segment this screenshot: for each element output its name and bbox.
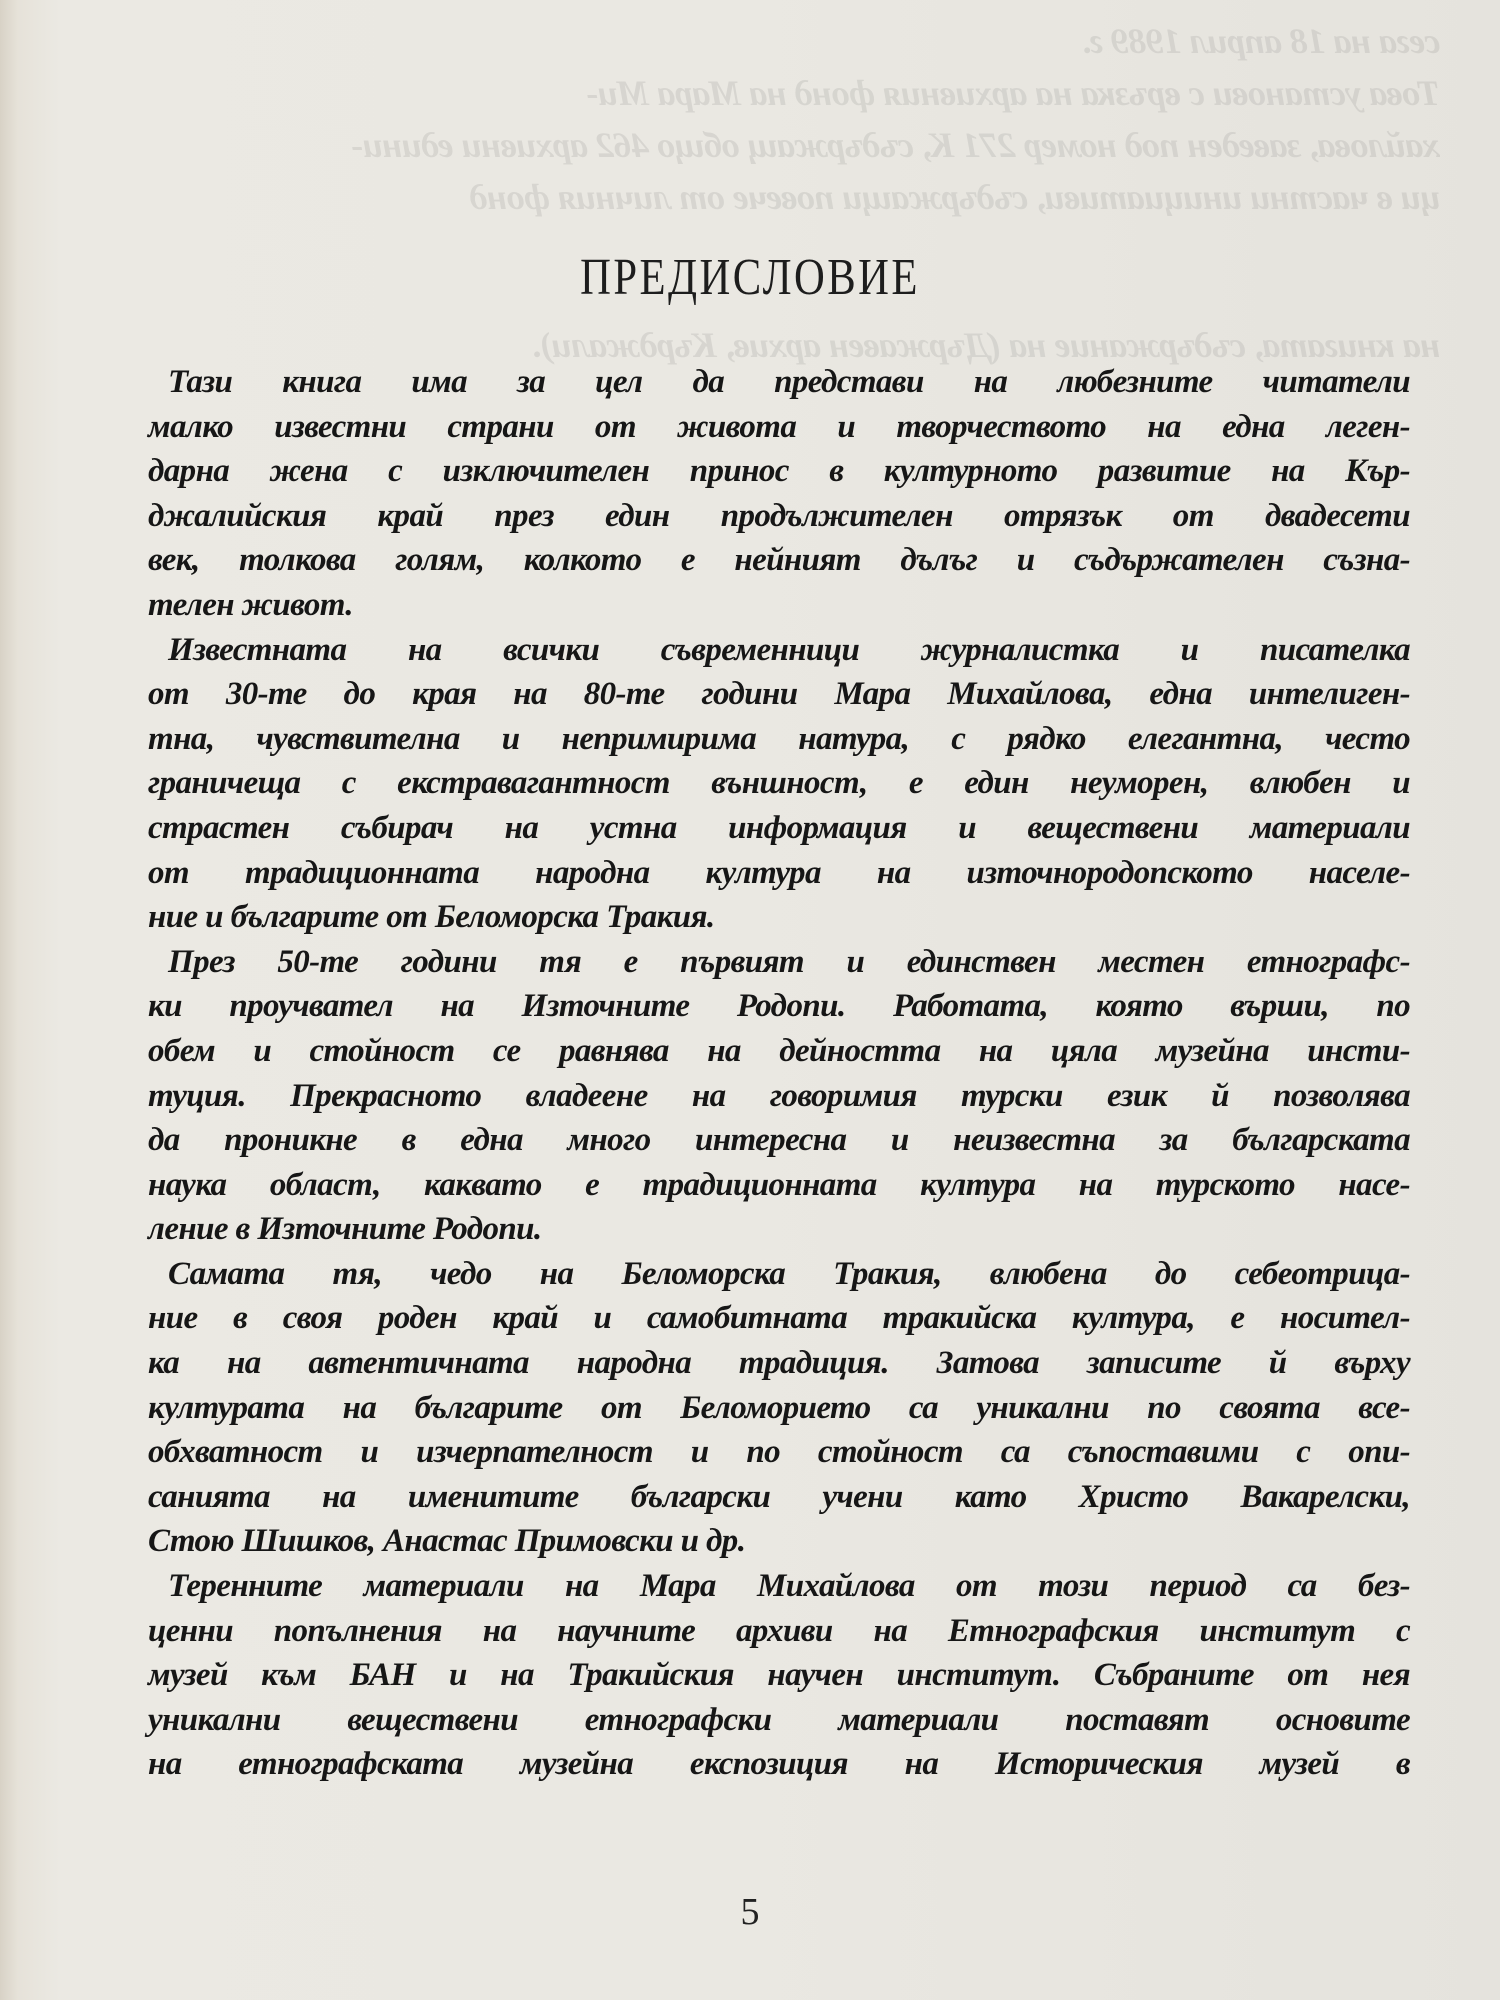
text-line: от традиционната народна култура на източнородопското населе- — [148, 854, 1410, 891]
text-line: обхватност и изчерпателност и по стойност са съпоставими с опи- — [148, 1434, 1410, 1471]
text-line: на етнографската музейна експозиция на Историческия музей в — [148, 1746, 1410, 1783]
text-line: обем и стойност се равнява на дейността на цяла музейна инсти- — [148, 1032, 1410, 1069]
page-number: 5 — [740, 1891, 760, 1933]
text-line: страстен събирач на устна информация и веществени материали — [148, 809, 1410, 846]
text-line: граничеща с екстравагантност външност, е един неуморен, влюбен и — [148, 765, 1410, 802]
text-line: телен живот. — [148, 586, 353, 623]
text-line: джалийския край през един продължителен отрязък от двадесети — [148, 497, 1410, 534]
bleed-through-text: Това установи с връзка на архивния фонд на Мара Ми- — [586, 73, 1440, 113]
text-line: Стою Шишков, Анастас Примовски и др. — [148, 1523, 746, 1560]
text-line: да проникне в една много интересна и неизвестна за българската — [148, 1122, 1410, 1159]
text-line: ние и българите от Беломорска Тракия. — [148, 899, 715, 936]
body-text — [148, 360, 1410, 1787]
text-line: дарна жена с изключителен принос в културното развитие на Кър- — [148, 453, 1410, 490]
text-line: Самата тя, чедо на Беломорска Тракия, влюбена до себеотрица- — [168, 1255, 1410, 1292]
text-line: наука област, каквато е традиционната култура на турското насе- — [148, 1166, 1410, 1203]
text-line: Известната на всички съвременници журналистка и писателка — [168, 631, 1410, 668]
text-line: от 30-те до края на 80-те години Мара Михайлова, една интелиген- — [148, 676, 1410, 713]
text-line: век, толкова голям, колкото е нейният дълъг и съдържателен съзна- — [148, 542, 1410, 579]
text-line: културата на българите от Беломорието са уникални по своята все- — [148, 1389, 1410, 1426]
text-line: санията на именитите български учени като Христо Вакарелски, — [148, 1478, 1410, 1515]
text-line: ние в своя роден край и самобитната тракийска култура, е носител- — [148, 1300, 1410, 1337]
text-line: малко известни страни от живота и творчеството на една леген- — [148, 408, 1410, 445]
bleed-through-text: на книгата, съдържание на (Държавен архив, Кърджали). — [531, 325, 1440, 365]
bleed-through-text: хайлова, заведен под номер 271 К, съдържащ общо 462 архивни едини- — [351, 125, 1440, 165]
text-line: уникални веществени етнографски материали поставят основите — [148, 1701, 1410, 1738]
text-line: Теренните материали на Мара Михайлова от този период са без- — [168, 1568, 1410, 1605]
bleed-through-text: ци в частни инициативи, съдържащи повече от личния фонд — [469, 177, 1440, 217]
text-line: музей към БАН и на Тракийския научен институт. Събраните от нея — [148, 1657, 1410, 1694]
text-line: туция. Прекрасното владеене на говоримия турски език й позволява — [148, 1077, 1410, 1114]
text-line: През 50-те години тя е първият и единствен местен етнографс- — [168, 943, 1410, 980]
text-line: ки проучвател на Източните Родопи. Работата, която върши, по — [148, 988, 1410, 1025]
text-line: ление в Източните Родопи. — [148, 1211, 542, 1248]
bleed-through-text: сега на 18 април 1989 г. — [1081, 21, 1440, 61]
text-line: Тази книга има за цел да представи на любезните читатели — [168, 364, 1410, 400]
text-line: ценни попълнения на научните архиви на Етнографския институт с — [148, 1612, 1410, 1649]
text-line: ка на автентичната народна традиция. Затова записите й върху — [148, 1345, 1410, 1382]
page-title: ПРЕДИСЛОВИЕ — [580, 249, 920, 306]
text-line: тна, чувствителна и непримирима натура, с рядко елегантна, често — [148, 720, 1410, 757]
